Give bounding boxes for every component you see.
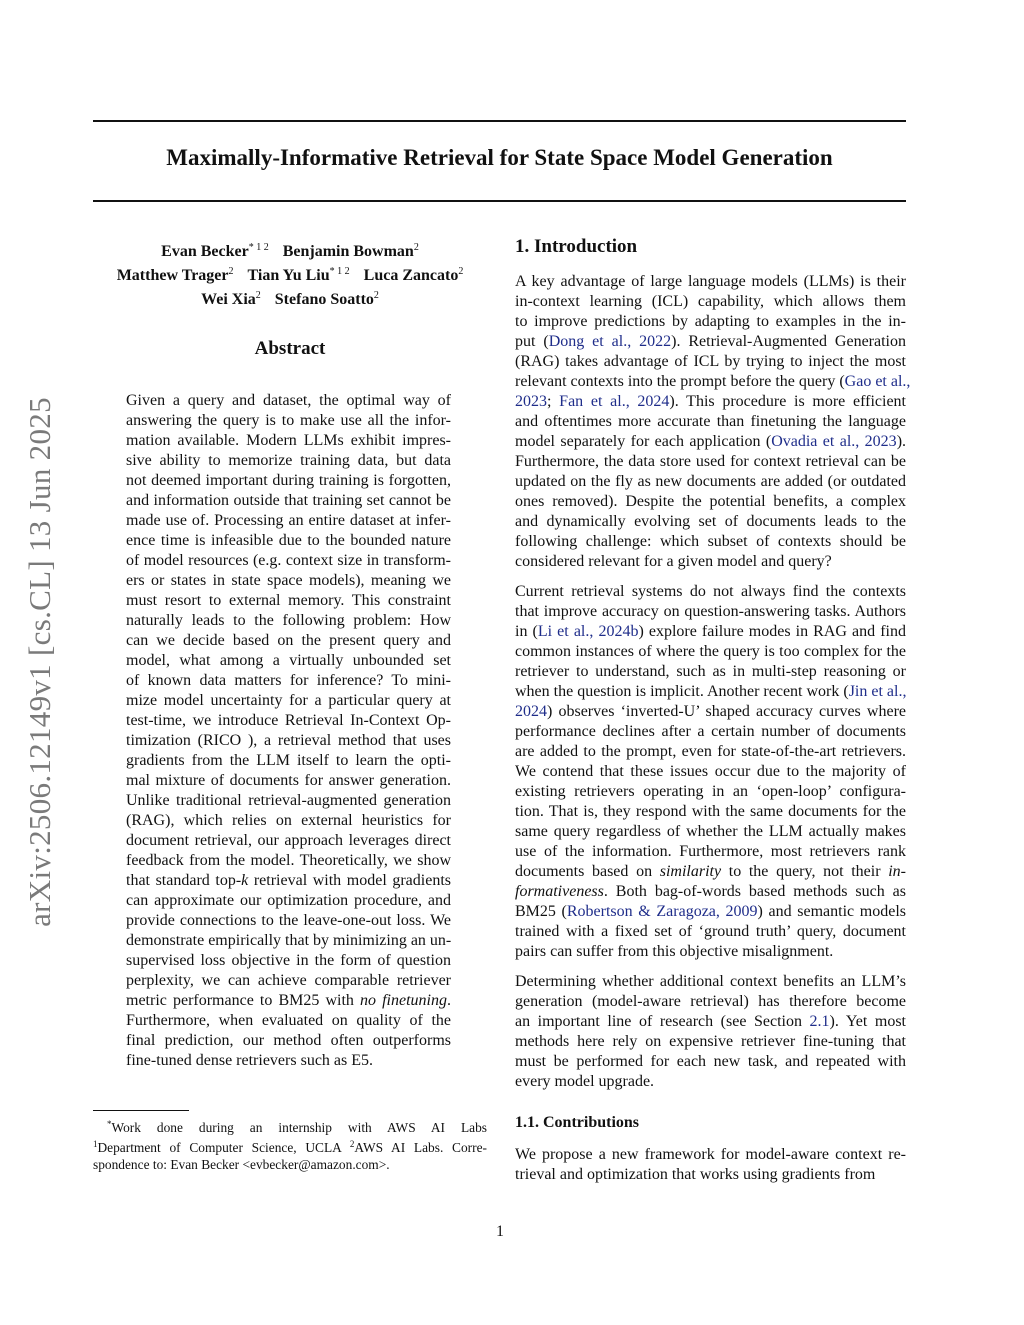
- citation-link[interactable]: 2023: [515, 393, 547, 410]
- citation-link[interactable]: Li et al., 2024b: [537, 623, 639, 640]
- abstract-body: [126, 391, 451, 1071]
- text-line: model, what among a virtually unbounded set: [126, 652, 451, 669]
- text-line: generation (model-aware retrieval) has therefore become: [515, 993, 906, 1010]
- emphasis: similarity: [659, 863, 722, 880]
- title-bottom-rule: [93, 200, 906, 202]
- author-list: [93, 238, 487, 310]
- text-line: final prediction, our method often outperforms: [126, 1032, 451, 1049]
- title-top-rule: [93, 120, 906, 122]
- text-line: not deemed important during training is forgotten,: [126, 472, 451, 489]
- text-line: ers or states in state space models), meaning we: [126, 572, 451, 589]
- text-line: retriever to understand, such as in multi-step reasoning or: [515, 663, 906, 680]
- text-line: following challenge: which subset of contexts should be: [515, 533, 906, 550]
- author: Benjamin Bowman$^2$: [282, 242, 419, 260]
- text-line: that standard top-k retrieval with model gradients: [126, 872, 452, 889]
- author: Tian Yu Liu$^{* 1 2}$: [247, 266, 350, 284]
- text-line: trieval and optimization that works using gradients from: [515, 1166, 876, 1183]
- text-line: ones removed). Despite the potential benefits, a complex: [515, 493, 906, 510]
- text-line: performance declines after a certain number of documents: [515, 723, 906, 740]
- emphasis: formativeness: [515, 883, 604, 900]
- citation-link[interactable]: Jin et al.,: [848, 683, 907, 700]
- text-line: common instances of where the query is too complex for the: [515, 643, 906, 660]
- text-line: an important line of research (see Section 2.1). Yet most: [515, 1013, 907, 1030]
- citation-link[interactable]: 2.1: [809, 1013, 830, 1030]
- citation-link[interactable]: Dong et al., 2022: [548, 333, 672, 350]
- intro-paragraph-3: [515, 972, 906, 1092]
- paper-title: Maximally-Informative Retrieval for State Space Model Generation: [166, 145, 833, 170]
- text-line: Furthermore, the data store used for context retrieval can be: [515, 453, 906, 470]
- arxiv-side-label: arXiv:2506.12149v1 [cs.CL] 13 Jun 2025: [22, 397, 57, 927]
- author: Matthew Trager$^2$: [116, 266, 234, 284]
- footnotes: *Work done during an internship with AWS AI Labs $^1$Department of Computer Science, UCLA $^2$AWS AI Labs. Corre- spondence to: Evan Becker <evbecker@amazon.com>.: [93, 1119, 487, 1172]
- text-line: mal mixture of documents for answer generation.: [126, 772, 451, 789]
- text-line: same query regardless of whether the LLM actually makes: [515, 823, 906, 840]
- text-line: provide connections to the leave-one-out loss. We: [126, 912, 451, 929]
- text-line: sive ability to memorize training data, but data: [126, 452, 451, 469]
- text-line: put (Dong et al., 2022). Retrieval-Augmented Generation: [515, 333, 906, 350]
- text-line: in (Li et al., 2024b) explore failure modes in RAG and find: [515, 623, 906, 640]
- text-line: answering the query is to make use all the infor-: [126, 412, 451, 429]
- text-line: gradients from the LLM itself to learn the opti-: [126, 752, 451, 769]
- intro-paragraph-2: [515, 582, 906, 962]
- text-line: A key advantage of large language models (LLMs) is their: [515, 273, 906, 290]
- contributions-paragraph: [515, 1145, 906, 1185]
- text-line: Current retrieval systems do not always find the contexts: [515, 583, 906, 600]
- text-line: formativeness. Both bag-of-words based methods such as: [515, 883, 906, 900]
- text-line: that improve accuracy on question-answering tasks. Authors: [515, 603, 906, 620]
- emphasis: k: [241, 872, 249, 889]
- page-number: 1: [496, 1223, 504, 1240]
- text-line: metric performance to BM25 with no finetuning.: [126, 992, 451, 1009]
- text-line: to improve predictions by adapting to examples in the in-: [515, 313, 906, 330]
- abstract-heading: Abstract: [254, 338, 326, 359]
- text-line: Given a query and dataset, the optimal way of: [126, 392, 451, 409]
- citation-link[interactable]: Fan et al., 2024: [559, 393, 670, 410]
- intro-paragraph-1: [515, 272, 911, 572]
- text-line: Furthermore, when evaluated on quality of the: [126, 1012, 451, 1029]
- text-line: documents based on similarity to the query, not their in-: [515, 863, 907, 880]
- text-line: mize model uncertainty for a particular query at: [126, 692, 451, 709]
- text-line: must resort to external memory. This constraint: [126, 592, 451, 609]
- text-line: ence time is infeasible due to the bounded nature: [126, 532, 451, 549]
- text-line: naturally leads to the following problem: How: [126, 612, 451, 629]
- author: Wei Xia$^2$: [201, 290, 261, 308]
- text-line: Unlike traditional retrieval-augmented generation: [126, 792, 451, 809]
- text-line: use of the information. Furthermore, most retrievers rank: [515, 843, 906, 860]
- text-line: model separately for each application (Ovadia et al., 2023).: [515, 433, 907, 450]
- text-line: test-time, we introduce Retrieval In-Context Op-: [126, 712, 451, 729]
- text-line: Determining whether additional context benefits an LLM’s: [515, 973, 906, 990]
- footnote-rule: [93, 1110, 189, 1111]
- text-line: can approximate our optimization procedure, and: [126, 892, 451, 909]
- text-line: existing retrievers operating in an ‘open-loop’ configura-: [515, 783, 906, 800]
- text-line: made use of. Processing an entire dataset at infer-: [126, 512, 451, 529]
- citation-link[interactable]: Ovadia et al., 2023: [771, 433, 897, 450]
- text-line: updated on the fly as new documents are added (or outdated: [515, 473, 906, 490]
- text-line: in-context learning (ICL) capability, which allows them: [515, 293, 906, 310]
- text-line: 2024) observes ‘inverted-U’ shaped accuracy curves where: [515, 703, 906, 720]
- author: Stefano Soatto$^2$: [274, 290, 379, 308]
- text-line: relevant contexts into the prompt before the query (Gao et al.,: [515, 373, 911, 390]
- text-line: of model resources (e.g. context size in transform-: [126, 552, 451, 569]
- text-line: mation available. Modern LLMs exhibit impres-: [126, 432, 451, 449]
- text-line: and information outside that training set cannot be: [126, 492, 451, 509]
- text-line: perplexity, we can achieve comparable retriever: [126, 972, 451, 989]
- text-line: and oftentimes more accurate than finetuning the language: [515, 413, 906, 430]
- text-line: fine-tuned dense retrievers such as E5.: [126, 1052, 374, 1069]
- citation-link[interactable]: Robertson & Zaragoza, 2009: [566, 903, 758, 920]
- correspondence: spondence to: Evan Becker <evbecker@amazon.com>.: [93, 1157, 390, 1172]
- text-line: when the question is implicit. Another recent work (Jin et al.,: [515, 683, 907, 700]
- text-line: pairs can suffer from this objective misalignment.: [515, 943, 834, 960]
- text-line: and dynamically evolving set of documents leads to the: [515, 513, 906, 530]
- emphasis: in-: [888, 863, 907, 880]
- text-line: BM25 (Robertson & Zaragoza, 2009) and semantic models: [515, 903, 906, 920]
- text-line: We propose a new framework for model-aware context re-: [515, 1146, 906, 1163]
- citation-link[interactable]: Gao et al.,: [844, 373, 911, 390]
- author: Luca Zancato$^2$: [363, 266, 464, 284]
- citation-link[interactable]: 2024: [515, 703, 547, 720]
- text-line: of known data matters for inference? To mini-: [126, 672, 451, 689]
- author: Evan Becker$^{* 1 2}$: [161, 242, 269, 260]
- text-line: 2023; Fan et al., 2024). This procedure is more efficient: [515, 393, 907, 410]
- text-line: must be performed for each new task, and repeated with: [515, 1053, 906, 1070]
- text-line: timization (RICO ), a retrieval method that uses: [126, 732, 451, 749]
- section-heading-introduction: 1. Introduction: [515, 236, 638, 257]
- text-line: supervised loss objective in the form of question: [126, 952, 451, 969]
- text-line: (RAG), which relies on external heuristics for: [126, 812, 451, 829]
- text-line: feedback from the model. Theoretically, we show: [126, 852, 451, 869]
- text-line: methods here rely on expensive retriever fine-tuning that: [515, 1033, 906, 1050]
- text-line: considered relevant for a given model and query?: [515, 553, 832, 570]
- text-line: (RAG) takes advantage of ICL by trying to inject the most: [515, 353, 906, 370]
- text-line: are added to the prompt, even for state-of-the-art retrievers.: [515, 743, 906, 760]
- text-line: We contend that these issues occur due to the majority of: [515, 763, 906, 780]
- text-line: can we decide based on the present query and: [126, 632, 451, 649]
- text-line: tion. That is, they respond with the same documents for the: [515, 803, 906, 820]
- subsection-heading-contributions: 1.1. Contributions: [515, 1114, 640, 1131]
- text-line: document retrieval, our approach leverages direct: [126, 832, 451, 849]
- text-line: trained with a fixed set of ‘ground truth’ query, document: [515, 923, 906, 940]
- emphasis: no finetuning: [360, 992, 447, 1009]
- text-line: every model upgrade.: [515, 1073, 655, 1090]
- text-line: demonstrate empirically that by minimizing an un-: [126, 932, 452, 949]
